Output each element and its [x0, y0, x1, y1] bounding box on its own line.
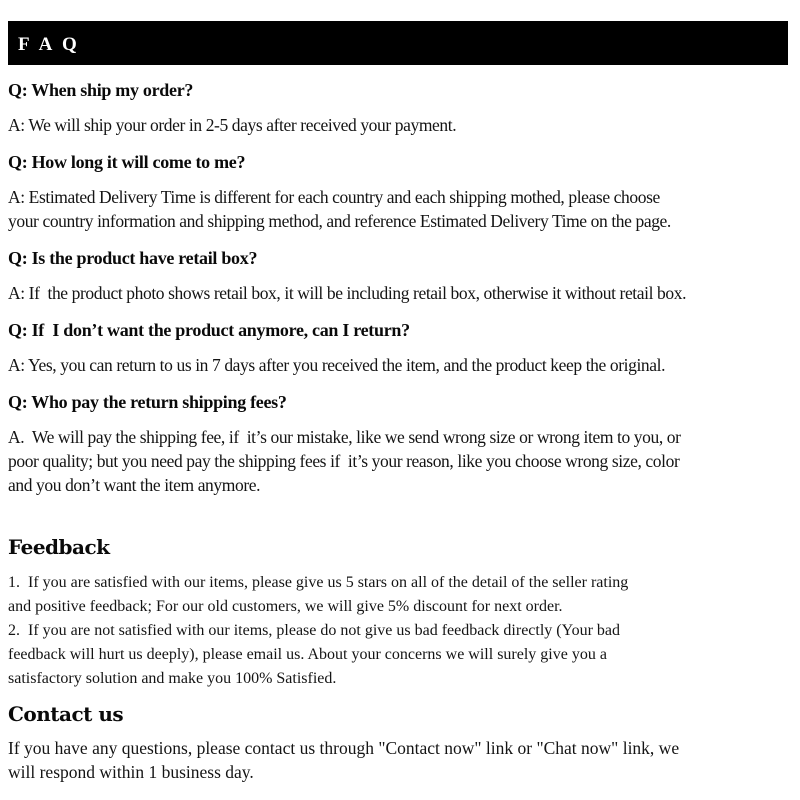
faq-question-5: Q: Who pay the return shipping fees? — [8, 392, 287, 412]
contact-body — [8, 736, 792, 784]
feedback-heading: Feedback — [8, 535, 110, 559]
contact-line: If you have any questions, please contact us through "Contact now" link or "Chat now" link, we — [8, 738, 680, 758]
feedback-line: and positive feedback; For our old customers, we will give 5% discount for next order. — [8, 598, 563, 615]
faq-answer-5 — [8, 425, 792, 497]
faq-header-bar — [8, 21, 788, 65]
feedback-line: satisfactory solution and make you 100% Satisfied. — [8, 670, 337, 687]
faq-question-4: Q: If I don’t want the product anymore, can I return? — [8, 320, 410, 340]
contact-heading: Contact us — [8, 702, 124, 726]
faq-answer-2 — [8, 185, 792, 233]
faq-answer-1 — [8, 113, 792, 137]
faq-answer-4 — [8, 353, 792, 377]
faq-header-title: F A Q — [18, 33, 80, 55]
contact-line: will respond within 1 business day. — [8, 762, 254, 782]
faq-answer-line: A: Estimated Delivery Time is different for each country and each shipping mothed, please choose — [8, 187, 660, 207]
faq-question-2: Q: How long it will come to me? — [8, 152, 246, 172]
faq-answer-3 — [8, 281, 792, 305]
faq-answer-line: A: Yes, you can return to us in 7 days after you received the item, and the product keep the original. — [8, 355, 666, 375]
faq-question-1: Q: When ship my order? — [8, 80, 194, 100]
faq-answer-line: your country information and shipping method, and reference Estimated Delivery Time on the page. — [8, 211, 671, 231]
contact-section — [8, 701, 792, 784]
faq-section — [8, 78, 792, 497]
feedback-line: 2. If you are not satisfied with our items, please do not give us bad feedback directly (Your bad — [8, 622, 620, 639]
feedback-section — [8, 534, 792, 691]
faq-answer-line: poor quality; but you need pay the shipping fees if it’s your reason, like you choose wrong size, color — [8, 451, 680, 471]
faq-answer-line: A: We will ship your order in 2-5 days after received your payment. — [8, 115, 457, 135]
faq-answer-line: A. We will pay the shipping fee, if it’s our mistake, like we send wrong size or wrong item to you, or — [8, 427, 681, 447]
faq-question-3: Q: Is the product have retail box? — [8, 248, 258, 268]
feedback-line: feedback will hurt us deeply), please email us. About your concerns we will surely give you a — [8, 646, 607, 663]
feedback-line: 1. If you are satisfied with our items, please give us 5 stars on all of the detail of the seller rating — [8, 574, 629, 591]
faq-answer-line: A: If the product photo shows retail box, it will be including retail box, otherwise it without retail box. — [8, 283, 687, 303]
page-content — [8, 65, 792, 784]
faq-answer-line: and you don’t want the item anymore. — [8, 475, 261, 495]
feedback-body — [8, 571, 792, 691]
